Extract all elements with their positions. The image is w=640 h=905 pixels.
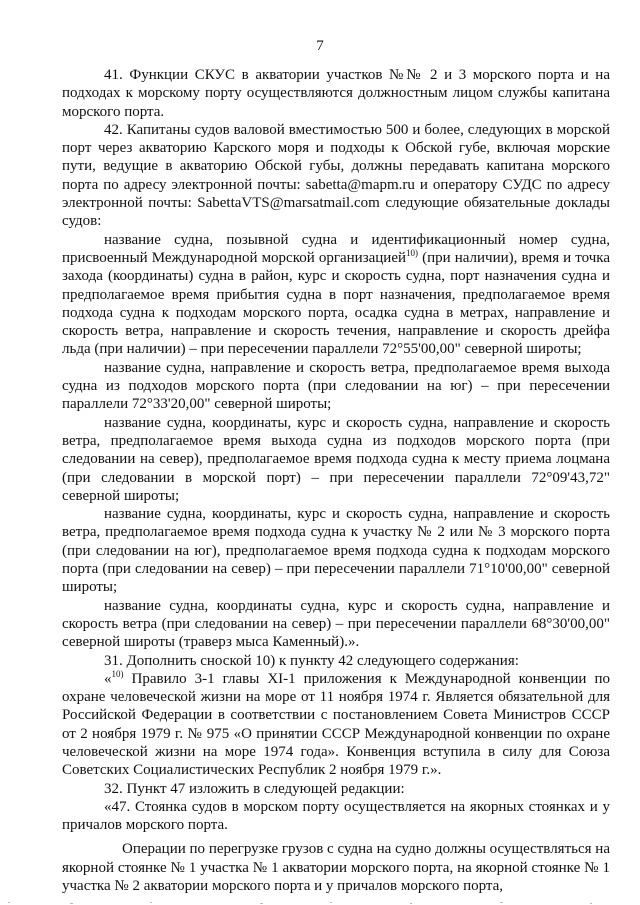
report-4: название судна, координаты, курс и скорость судна, направление и скорость ветра, предполагаемое время подхода судна к участку № 2 или № 3 морского порта (при следовании на юг), предполагаемое время подхода судна к подходам морского порта (при следовании на север) – при пересечении параллели 71°10'00,00" северной широты; [62, 506, 610, 596]
paragraph-47: «47. Стоянка судов в морском порту осуществляется на якорных стоянках и у причалов морского порта. [62, 798, 610, 834]
footnote-open-quote: « [104, 670, 112, 687]
paragraph-41: 41. Функции СКУС в акватории участков №№ 2 и 3 морского порта и на подходах к морскому порту осуществляются должностным лицом службы капитана морского порта. [62, 67, 610, 120]
document-body [62, 66, 610, 895]
page-number: 7 [316, 38, 324, 54]
footnote-ref-10: 10) [406, 247, 419, 258]
footnote-text: Правило 3-1 главы XI-1 приложения к Международной конвенции по охране человеческой жизни на море от 11 ноября 1974 г. Является обязательной для Российской Федерации в соответствии с постановлением Совета Министров СССР от 2 ноября 1979 г. № 975 «О принятии СССР Международной конвенции по охране человеческой жизни на море 1974 года». Конвенция вступила в силу для Союза Советских Социалистических Республик 2 ноября 1979 г.». [62, 670, 610, 779]
paragraph-31: 31. Дополнить сноской 10) к пункту 42 следующего содержания: [104, 652, 519, 669]
scan-edge-noise [0, 899, 640, 905]
footnote-10 [62, 670, 610, 780]
paragraph-32: 32. Пункт 47 изложить в следующей редакции: [104, 780, 405, 797]
paragraph-42: 42. Капитаны судов валовой вместимостью 500 и более, следующих в морской порт через акваторию Карского моря и подходы к Обской губе, включая морские пути, ведущие в акваторию Обской губы, должны передавать капитана морского порта по адресу электронной почты: sabetta@mapm.ru и оператору СУДС по адресу электронной почты: SabettaVTS@marsatmail.com следующие обязательные доклады судов: [62, 121, 610, 230]
report-5: название судна, координаты судна, курс и скорость судна, направление и скорость ветра (при следовании на север) – при пересечении параллели 68°30'00,00" северной широты (траверз мыса Каменный).». [62, 597, 610, 651]
report-1-text-a: название судна, позывной судна и идентификационный номер судна, присвоенный Международной морской организацией [62, 231, 610, 266]
report-2: название судна, направление и скорость ветра, предполагаемое время выхода судна из подходов морского порта (при следовании на юг) – при пересечении параллели 72°33'20,00" северной широты; [62, 359, 610, 413]
report-3: название судна, координаты, курс и скорость судна, направление и скорость ветра, предполагаемое время выхода судна из подходов морского порта (при следовании на север), предполагаемое время подхода судна к месту приема лоцмана (при следовании в морской порт) – при пересечении параллели 72°09'43,72" северной широты; [62, 414, 610, 504]
paragraph-operations: Операции по перегрузке грузов с судна на судно должны осуществляться на якорной стоянке № 1 участка № 1 акватории морского порта, на якорной стоянке № 1 участка № 2 акватории морского порта и у причалов морского порта, [62, 841, 610, 895]
footnote-marker: 10) [111, 668, 124, 679]
report-1-text-b: (при наличии), время и точка захода (координаты) судна в район, курс и скорость судна, порт назначения судна и предполагаемое время прибытия судна в порт назначения, предполагаемое время подхода судна к подходам морского порта, осадка судна в метрах, направление и скорость ветра, направление и скорость течения, направление и скорость дрейфа льда (при наличии) – при пересечении параллели 72°55'00,00" северной широты; [62, 249, 610, 358]
report-1 [62, 231, 610, 359]
